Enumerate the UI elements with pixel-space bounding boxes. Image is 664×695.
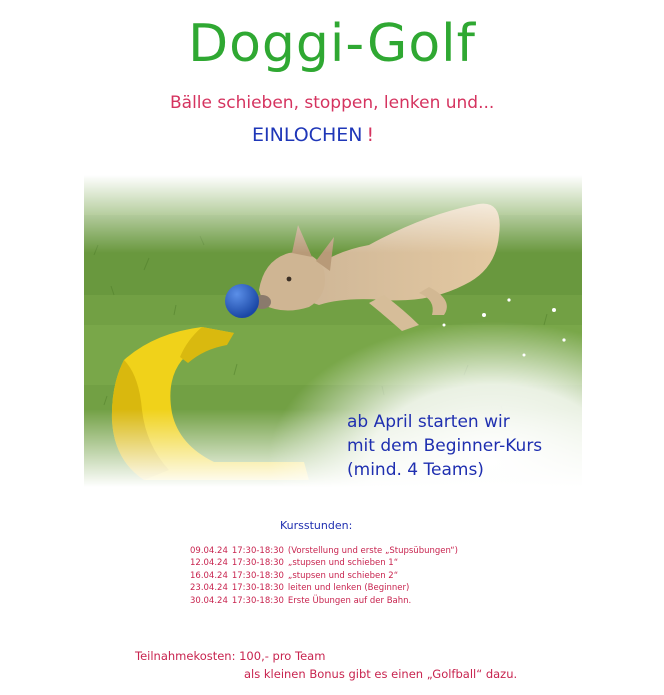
cost-info — [135, 647, 517, 683]
schedule-date: 30.04.24 — [190, 595, 228, 606]
schedule-date: 16.04.24 — [190, 570, 228, 581]
subtitle-line-1: Bälle schieben, stoppen, lenken und... — [170, 93, 495, 113]
schedule-row — [190, 557, 462, 569]
schedule-row — [190, 595, 462, 607]
schedule-topic: leiten und lenken (Beginner) — [287, 583, 410, 594]
schedule-time: 17:30-18:30 — [231, 583, 284, 594]
schedule-topic: „stupsen und schieben 1“ — [287, 558, 399, 569]
cost-line-1: Teilnahmekosten: 100,- pro Team — [135, 649, 326, 663]
schedule-time: 17:30-18:30 — [231, 570, 284, 581]
subtitle-einlochen: EINLOCHEN — [252, 124, 363, 146]
poster-title: Doggi-Golf — [188, 14, 476, 74]
schedule-row — [190, 545, 462, 557]
schedule-row — [190, 570, 462, 582]
announcement-line-1: ab April starten wir — [347, 412, 510, 432]
cost-line-2: als kleinen Bonus gibt es einen „Golfball“ dazu. — [244, 667, 518, 681]
schedule-time: 17:30-18:30 — [231, 595, 284, 606]
subtitle-line-2 — [252, 123, 374, 147]
schedule-date: 12.04.24 — [190, 558, 228, 569]
course-announcement — [347, 410, 542, 482]
schedule-topic: „stupsen und schieben 2“ — [287, 570, 399, 581]
schedule-heading: Kursstunden: — [280, 519, 353, 532]
announcement-line-2: mit dem Beginner-Kurs — [347, 436, 543, 456]
schedule-topic: (Vorstellung und erste „Stupsübungen“) — [287, 546, 458, 556]
announcement-line-3: (mind. 4 Teams) — [347, 460, 484, 480]
schedule-list — [190, 545, 462, 607]
schedule-time: 17:30-18:30 — [231, 546, 284, 556]
subtitle-exclamation: ! — [366, 124, 375, 146]
schedule-date: 09.04.24 — [190, 546, 228, 556]
schedule-date: 23.04.24 — [190, 583, 228, 594]
schedule-topic: Erste Übungen auf der Bahn. — [287, 595, 412, 606]
schedule-time: 17:30-18:30 — [231, 558, 284, 569]
schedule-row — [190, 582, 462, 594]
